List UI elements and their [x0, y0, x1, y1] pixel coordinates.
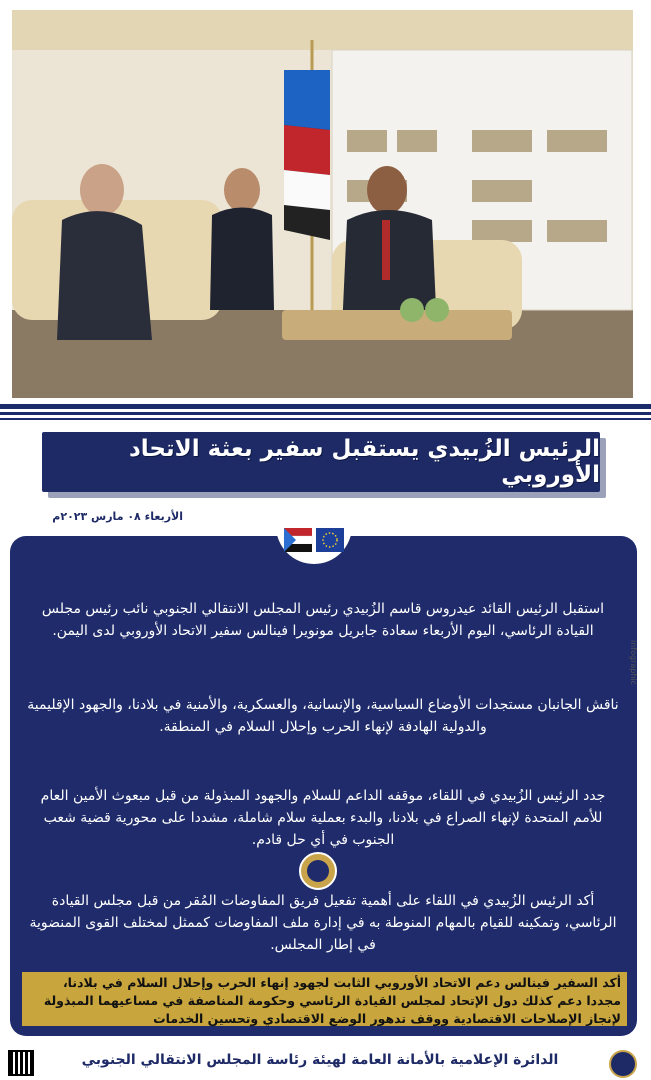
divider-stripe: [0, 412, 651, 415]
paragraph-2: ناقش الجانبان مستجدات الأوضاع السياسية، والإنسانية، والعسكرية، والأمنية في بلادنا، والجهود الإقليمية والدولية الهادفة لإنهاء الحرب وإحلال السلام في المنطقة.: [27, 697, 619, 735]
footer-credit: الدائرة الإعلامية بالأمانة العامة لهيئة رئاسة المجلس الانتقالي الجنوبي: [81, 1052, 559, 1068]
side-label: infographic: [629, 640, 638, 686]
flags-badge: [276, 522, 352, 564]
page-title: الرئيس الزُبيدي يستقبل سفير بعثة الاتحاد الأوروبي: [128, 436, 600, 488]
publish-date: الأربعاء ٠٨ مارس ٢٠٢٣م: [52, 510, 183, 523]
divider-stripe: [0, 418, 651, 420]
paragraph-1: استقبل الرئيس القائد عيدروس قاسم الزُبيدي رئيس المجلس الانتقالي الجنوبي نائب رئيس مجلس القيادة الرئاسي، اليوم الأربعاء سعادة جابريل مونويرا فينالس سفير الاتحاد الأوروبي لدى اليمن.: [41, 601, 605, 639]
eu-flag-icon: [316, 528, 344, 552]
divider-stripe: [0, 404, 651, 409]
south-yemen-flag-icon: [284, 528, 312, 552]
meeting-photo: [12, 10, 633, 398]
council-logo-icon: [609, 1050, 637, 1078]
title-banner: [42, 432, 600, 492]
council-emblem-icon: [299, 852, 337, 890]
paragraph-4: أكد الرئيس الزُبيدي في اللقاء على أهمية تفعيل فريق المفاوضات المُقر من قبل مجلس القيادة الرئاسي، وتمكينه للقيام بالمهام المنوطة به في إدارة ملف المفاوضات كممثل لمختلف القوى المنضوية في إطار المجلس.: [29, 893, 617, 953]
paragraph-3: جدد الرئيس الزُبيدي في اللقاء، موقفه الداعم للسلام والجهود المبذولة من قبل مبعوث الأمين العام للأمم المتحدة لإنهاء الصراع في بلادنا، والبدء بعملية سلام شاملة، مشددا على محورية قضية شعب الجنوب في أي حل قادم.: [40, 788, 606, 848]
highlight-box: أكد السفير فينالس دعم الاتحاد الأوروبي الثابت لجهود إنهاء الحرب وإحلال السلام في بلادنا، مجددا دعم كذلك دول الإتحاد لمجلس القيادة الرئاسي وحكومة المناصفة في مساعيهما المبذولة لإنجاز الإصلاحات الاقتصادية ووقف تدهور الوضع الاقتصادي وتحسين الخدمات: [22, 972, 627, 1026]
qr-code-icon[interactable]: [8, 1050, 34, 1076]
